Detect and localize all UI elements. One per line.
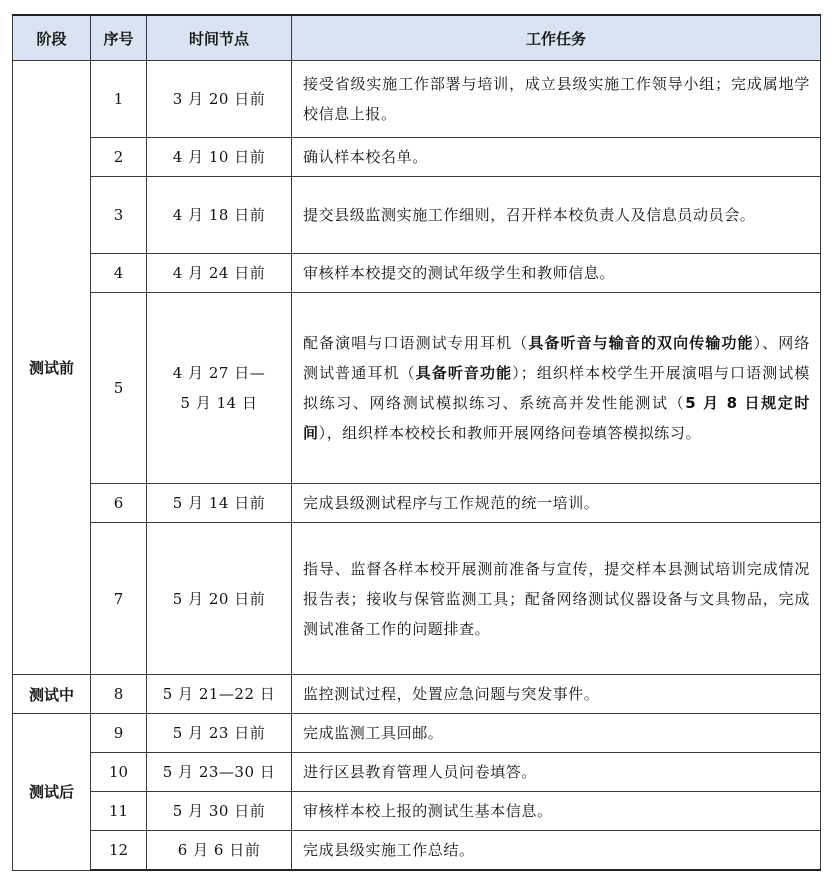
row-seq: 5 xyxy=(91,293,147,484)
row-task: 审核样本校上报的测试生基本信息。 xyxy=(292,792,821,831)
task-bold-text: 5 月 8 日规定时间 xyxy=(303,394,810,442)
row-task: 完成监测工具回邮。 xyxy=(292,714,821,753)
task-bold-text: 具备听音功能 xyxy=(415,364,513,382)
row-seq: 8 xyxy=(91,675,147,714)
row-seq: 2 xyxy=(91,138,147,177)
row-seq: 11 xyxy=(91,792,147,831)
row-time: 4 月 18 日前 xyxy=(147,177,292,254)
task-text: 配备演唱与口语测试专用耳机（ xyxy=(303,334,529,352)
table-row xyxy=(13,523,821,675)
row-seq: 6 xyxy=(91,484,147,523)
row-time-line1: 4 月 27 日— xyxy=(172,364,266,382)
table-row xyxy=(13,254,821,293)
table-row xyxy=(13,714,821,753)
row-time: 3 月 20 日前 xyxy=(147,61,292,138)
table-row xyxy=(13,61,821,138)
task-text: ）、网络测试普通耳机（ xyxy=(303,334,811,382)
row-task: 接受省级实施工作部署与培训，成立县级实施工作领导小组；完成属地学校信息上报。 xyxy=(292,61,821,138)
row-task: 确认样本校名单。 xyxy=(292,138,821,177)
stage-before: 测试前 xyxy=(13,61,91,675)
task-text: ），组织样本校校长和教师开展网络问卷填答模拟练习。 xyxy=(318,424,702,442)
row-time: 5 月 23 日前 xyxy=(147,714,292,753)
row-task: 审核样本校提交的测试年级学生和教师信息。 xyxy=(292,254,821,293)
header-seq: 序号 xyxy=(91,15,147,61)
header-time: 时间节点 xyxy=(147,15,292,61)
row-task: 进行区县教育管理人员问卷填答。 xyxy=(292,753,821,792)
task-text: ）；组织样本校学生开展演唱与口语测试模拟练习、网络测试模拟练习、系统高并发性能测试（ xyxy=(303,364,810,412)
row-time: 6 月 6 日前 xyxy=(147,831,292,871)
row-time xyxy=(147,293,292,484)
header-task: 工作任务 xyxy=(292,15,821,61)
row-time: 5 月 30 日前 xyxy=(147,792,292,831)
schedule-table xyxy=(12,14,821,871)
table-row xyxy=(13,138,821,177)
table-row xyxy=(13,293,821,484)
table-row xyxy=(13,831,821,871)
row-task: 指导、监督各样本校开展测前准备与宣传，提交样本县测试培训完成情况报告表；接收与保管监测工具；配备网络测试仪器设备与文具物品，完成测试准备工作的问题排查。 xyxy=(292,523,821,675)
task-bold-text: 具备听音与输音的双向传输功能 xyxy=(528,334,754,352)
header-stage: 阶段 xyxy=(13,15,91,61)
row-seq: 10 xyxy=(91,753,147,792)
row-seq: 4 xyxy=(91,254,147,293)
row-time: 5 月 23—30 日 xyxy=(147,753,292,792)
table-row xyxy=(13,675,821,714)
row-seq: 3 xyxy=(91,177,147,254)
table-row xyxy=(13,792,821,831)
row-time: 5 月 20 日前 xyxy=(147,523,292,675)
row-time-line2: 5 月 14 日 xyxy=(180,394,258,412)
stage-after: 测试后 xyxy=(13,714,91,871)
row-seq: 7 xyxy=(91,523,147,675)
row-time: 5 月 14 日前 xyxy=(147,484,292,523)
row-task: 完成县级实施工作总结。 xyxy=(292,831,821,871)
table-row xyxy=(13,177,821,254)
row-task: 提交县级监测实施工作细则，召开样本校负责人及信息员动员会。 xyxy=(292,177,821,254)
table-header-row xyxy=(13,15,821,61)
row-time: 4 月 10 日前 xyxy=(147,138,292,177)
row-seq: 12 xyxy=(91,831,147,871)
table-row xyxy=(13,484,821,523)
row-time: 4 月 24 日前 xyxy=(147,254,292,293)
schedule-table-wrapper xyxy=(12,14,821,871)
row-task xyxy=(292,293,821,484)
row-seq: 9 xyxy=(91,714,147,753)
row-task: 监控测试过程，处置应急问题与突发事件。 xyxy=(292,675,821,714)
row-time: 5 月 21—22 日 xyxy=(147,675,292,714)
row-task: 完成县级测试程序与工作规范的统一培训。 xyxy=(292,484,821,523)
stage-during: 测试中 xyxy=(13,675,91,714)
row-seq: 1 xyxy=(91,61,147,138)
table-row xyxy=(13,753,821,792)
